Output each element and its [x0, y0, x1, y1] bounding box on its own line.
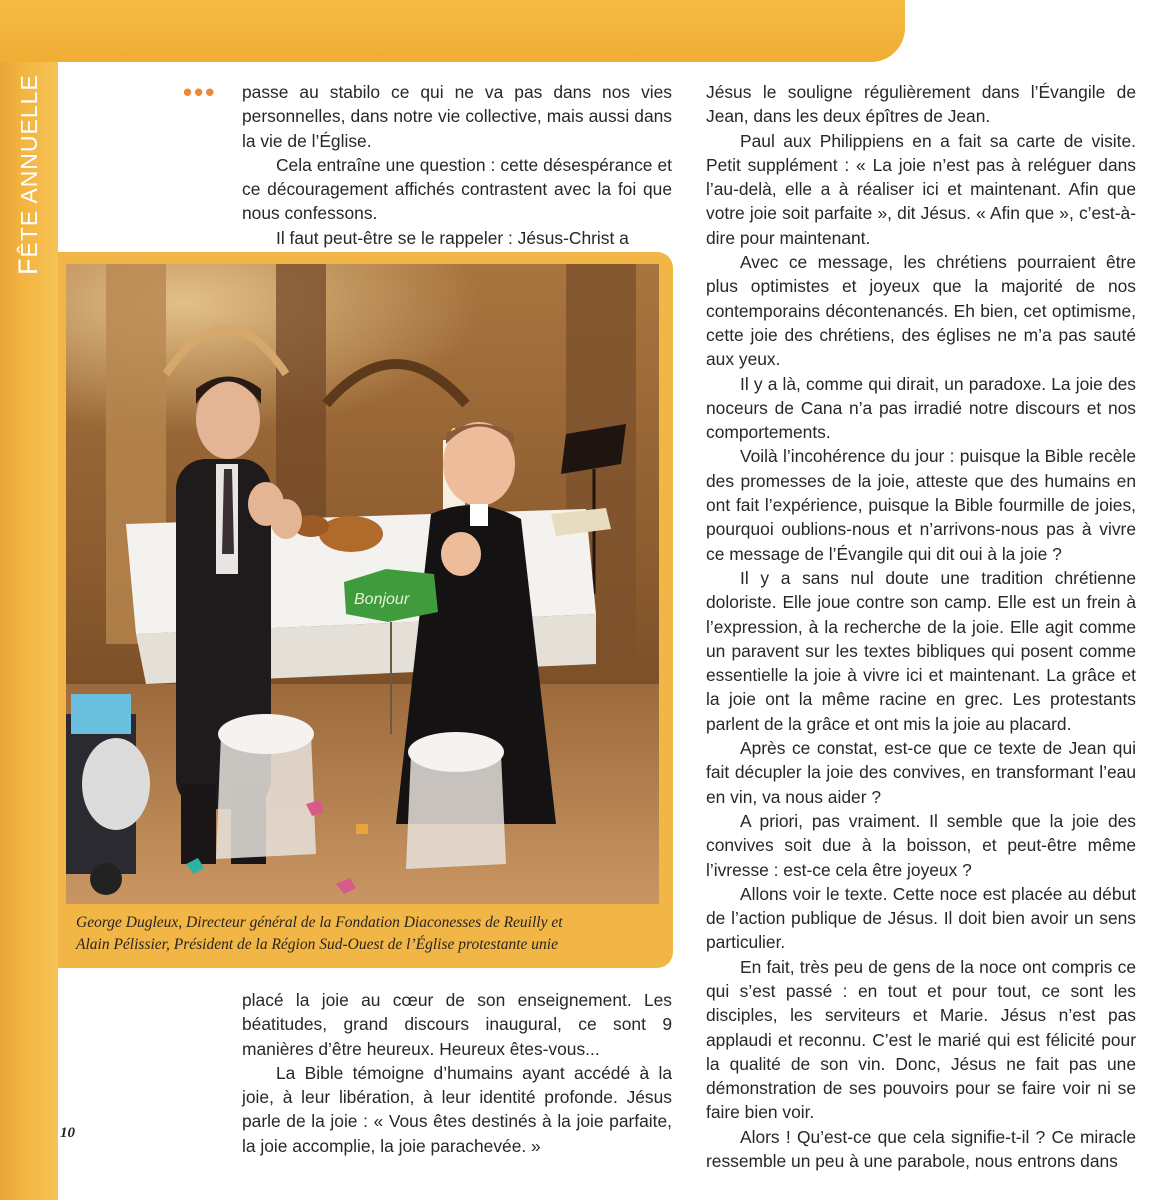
paragraph: La Bible témoigne d’humains ayant accédé à la joie, à leur libération, à leur identité profonde. Jésus parle de la joie : « Vous êtes destinés à la joie parfaite, la joie accomplie, la joie parachevée. »	[242, 1062, 672, 1156]
paragraph: Allons voir le texte. Cette noce est placée au début de l’action publique de Jésus. Il doit bien avoir un sens particulier.	[706, 883, 1136, 953]
section-label-initial: F	[13, 257, 43, 275]
paragraph: En fait, très peu de gens de la noce ont compris ce qui s’est passé : en tout et pour tout, ce sont les disciples, les serviteurs et Marie. Jésus n’est pas applaudi et reconnu. C’est le marié qui est félicité pour la qualité de son vin. Donc, Jésus ne fait pas une démonstration de ses pouvoirs pour se faire voir ni se faire bien voir.	[706, 956, 1136, 1123]
paragraph: Voilà l’incohérence du jour : puisque la Bible recèle des promesses de la joie, atteste que des humains en ont fait l’expérience, puisque la Bible fourmille de joies, pourquoi oublions-nous et n’arrivons-nous pas à vivre ce message de l’Évangile qui dit oui à la joie ?	[706, 446, 1136, 564]
caption-line: George Dugleux, Directeur général de la Fondation Diaconesses de Reuilly et	[76, 914, 563, 931]
page-number: 10	[60, 1125, 75, 1141]
paragraph: Jésus le souligne régulièrement dans l’Évangile de Jean, dans les deux épîtres de Jean.	[706, 82, 1136, 127]
paragraph: Alors ! Qu’est-ce que cela signifie-t-il ? Ce miracle ressemble un peu à une parabole, nous entrons dans	[706, 1126, 1136, 1172]
caption-line: Alain Pélissier, Président de la Région Sud-Ouest de l’Église protestante unie	[76, 936, 558, 953]
section-label	[8, 15, 48, 275]
event-photo	[66, 264, 659, 904]
left-column-bottom	[242, 988, 672, 1158]
paragraph: Paul aux Philippiens en a fait sa carte de visite. Petit supplément : « La joie n’est pas à reléguer dans l’au-delà, elle a à réaliser ici et maintenant. Afin que votre joie soit parfaite », dit Jésus. « Afin que », c’est-à-dire pour maintenant.	[706, 130, 1136, 248]
paragraph: Avec ce message, les chrétiens pourraient être plus optimistes et joyeux que la majorité de nos contemporains décontenancés. Eh bien, cet optimisme, cette joie des chrétiens, des églises ne m’a pas sauté aux yeux.	[706, 252, 1136, 370]
paragraph: Cela entraîne une question : cette désespérance et ce découragement affichés contrastent avec la foi que nous confessons.	[242, 154, 672, 224]
paragraph: Il y a sans nul doute une tradition chrétienne doloriste. Elle joue contre son camp. Elle est un frein à l’expression, à la recherche de la joie. Elle agit comme un paravent sur les textes bibliques qui posent comme essentielle la joie à vivre ici et maintenant. La grâce et la joie ont la même racine en grec. Les protestants parlent de la grâce et ont mis la joie au placard.	[706, 567, 1136, 734]
content-area-corner	[58, 62, 98, 102]
paragraph: Après ce constat, est-ce que ce texte de Jean qui fait décupler la joie des convives, en transformant l’eau en vin, va nous aider ?	[706, 738, 1136, 807]
paragraph: Il y a là, comme qui dirait, un paradoxe. La joie des noceurs de Cana n’a pas irradié notre discours et nos comportements.	[706, 373, 1136, 443]
paragraph: A priori, pas vraiment. Il semble que la joie des convives soit due à la boisson, et peut-être même l’ivresse : est-ce cela être joyeux ?	[706, 810, 1136, 880]
paragraph: Il faut peut-être se le rappeler : Jésus-Christ a	[276, 227, 629, 248]
continuation-dots-icon: •••	[183, 77, 217, 107]
paragraph: placé la joie au cœur de son enseignement. Les béatitudes, grand discours inaugural, ce sont 9 manières d’être heureux. Heureux êtes-vous...	[242, 990, 672, 1059]
sign-text: Bonjour	[354, 591, 410, 608]
left-column-top	[242, 80, 672, 250]
paragraph: passe au stabilo ce qui ne va pas dans nos vies personnelles, dans notre vie collective, mais aussi dans la vie de l’Église.	[242, 82, 672, 151]
section-label-rest: ÊTE ANNUELLE	[16, 74, 42, 258]
orange-top-band	[0, 0, 905, 62]
photo-caption	[76, 912, 666, 956]
right-column	[706, 80, 1136, 1173]
